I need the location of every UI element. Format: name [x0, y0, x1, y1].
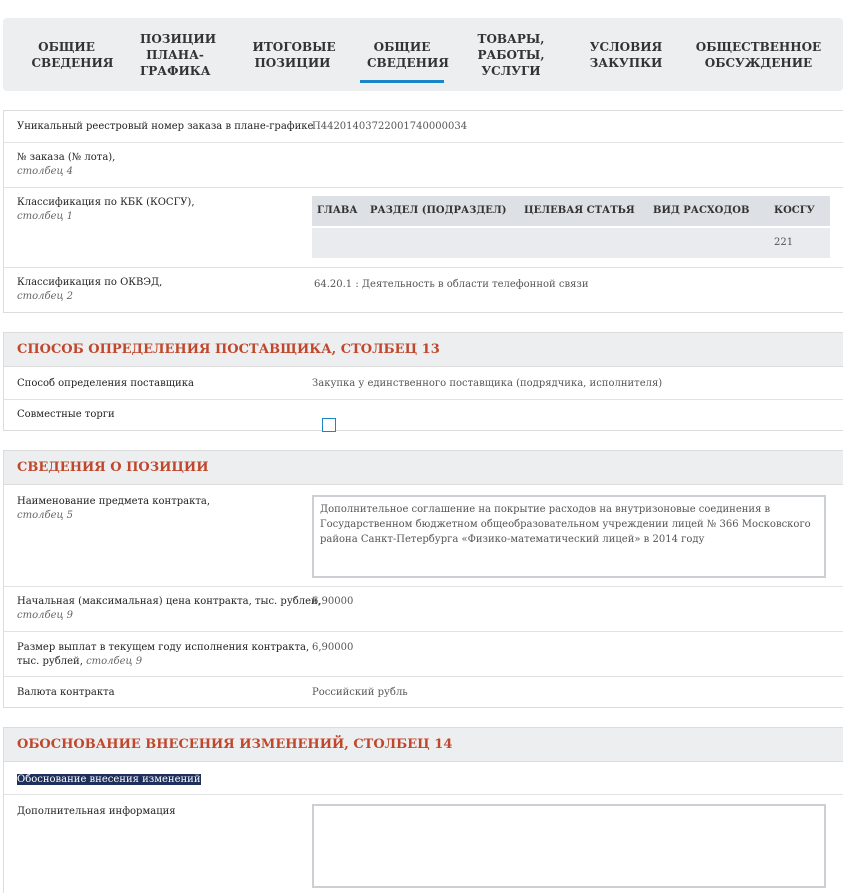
general-info-panel: [3, 110, 843, 313]
kbk-col-expense-type: ВИД РАСХОДОВ: [653, 205, 750, 216]
tab-public-discussion[interactable]: ОБЩЕСТВЕННОЕ ОБСУЖДЕНИЕ: [695, 39, 822, 70]
tab-plan-positions[interactable]: ПОЗИЦИИ ПЛАНА-ГРАФИКА: [140, 31, 217, 78]
reason-row: [4, 762, 843, 795]
supplier-method-header: [4, 333, 843, 367]
price-row: [4, 586, 843, 632]
change-justification-panel: [3, 727, 843, 893]
okved-row: [4, 267, 843, 314]
kbk-col-target: ЦЕЛЕВАЯ СТАТЬЯ: [524, 205, 635, 216]
registry-number-row: [4, 111, 843, 143]
supplier-method-panel: [3, 332, 843, 431]
subject-textarea[interactable]: Дополнительное соглашение на покрытие расходов на внутризоновые соединения в Государственном бюджетном общеобразовательном учреждении лицей № 366 Московского района Санкт-Петербурга «Физико-математический лицей» в 2014 году: [312, 495, 826, 578]
extra-info-row: [4, 794, 843, 894]
extra-info-textarea[interactable]: [312, 804, 826, 888]
kbk-row: [4, 187, 843, 268]
tab-general-info[interactable]: ОБЩИЕ СВЕДЕНИЯ: [31, 39, 114, 70]
tab-general-info-active[interactable]: ОБЩИЕ СВЕДЕНИЯ: [360, 18, 444, 91]
currency-value: Российский рубль: [312, 687, 408, 698]
method-value: Закупка у единственного поставщика (подрядчика, исполнителя): [312, 378, 663, 389]
kbk-col-chapter: ГЛАВА: [317, 205, 358, 216]
currency-row: [4, 676, 843, 709]
registry-number-label: Уникальный реестровый номер заказа в плане-графике: [17, 121, 314, 132]
tab-goods-works-services[interactable]: ТОВАРЫ, РАБОТЫ, УСЛУГИ: [477, 31, 545, 78]
joint-bidding-checkbox[interactable]: [322, 418, 336, 432]
kbk-label: Классификация по КБК (КОСГУ), столбец 1: [17, 197, 195, 222]
supplier-method-title: СПОСОБ ОПРЕДЕЛЕНИЯ ПОСТАВЩИКА, СТОЛБЕЦ 13: [17, 342, 440, 357]
okved-value: 64.20.1 : Деятельность в области телефонной связи: [314, 279, 589, 290]
position-info-title: СВЕДЕНИЯ О ПОЗИЦИИ: [17, 460, 209, 475]
kbk-table-header: [312, 196, 830, 226]
kbk-table-row: [312, 228, 830, 258]
method-label: Способ определения поставщика: [17, 378, 194, 389]
kbk-table: [312, 196, 830, 258]
joint-bidding-row: [4, 399, 843, 432]
extra-info-label: Дополнительная информация: [17, 806, 176, 817]
change-justification-title: ОБОСНОВАНИЕ ВНЕСЕНИЯ ИЗМЕНЕНИЙ, СТОЛБЕЦ 14: [17, 737, 453, 752]
active-tab-underline: [360, 80, 444, 83]
joint-bidding-label: Совместные торги: [17, 409, 115, 420]
tab-total-positions[interactable]: ИТОГОВЫЕ ПОЗИЦИИ: [252, 39, 336, 70]
position-info-panel: [3, 450, 843, 708]
payment-row: [4, 631, 843, 677]
payment-label: Размер выплат в текущем году исполнения контракта, тыс. рублей, столбец 9: [17, 642, 310, 667]
lot-number-label: № заказа (№ лота), столбец 4: [17, 152, 116, 177]
price-value: 6,90000: [312, 596, 354, 607]
kbk-kosgu-value: 221: [774, 237, 794, 248]
price-label: Начальная (максимальная) цена контракта, тыс. рублей, столбец 9: [17, 596, 321, 621]
okved-label: Классификация по ОКВЭД, столбец 2: [17, 277, 163, 302]
tab-purchase-conditions[interactable]: УСЛОВИЯ ЗАКУПКИ: [589, 39, 663, 70]
kbk-col-kosgu: КОСГУ: [774, 205, 815, 216]
subject-label: Наименование предмета контракта, столбец 5: [17, 496, 211, 521]
reason-label: Обоснование внесения изменений: [17, 774, 201, 785]
subject-row: [4, 485, 843, 587]
change-justification-header: [4, 728, 843, 762]
position-info-header: [4, 451, 843, 485]
kbk-col-section: РАЗДЕЛ (ПОДРАЗДЕЛ): [370, 205, 507, 216]
lot-number-row: [4, 142, 843, 188]
tab-bar: [3, 18, 843, 91]
method-row: [4, 367, 843, 400]
currency-label: Валюта контракта: [17, 687, 115, 698]
payment-value: 6,90000: [312, 642, 354, 653]
registry-number-value: П44201403722001740000034: [312, 121, 468, 132]
